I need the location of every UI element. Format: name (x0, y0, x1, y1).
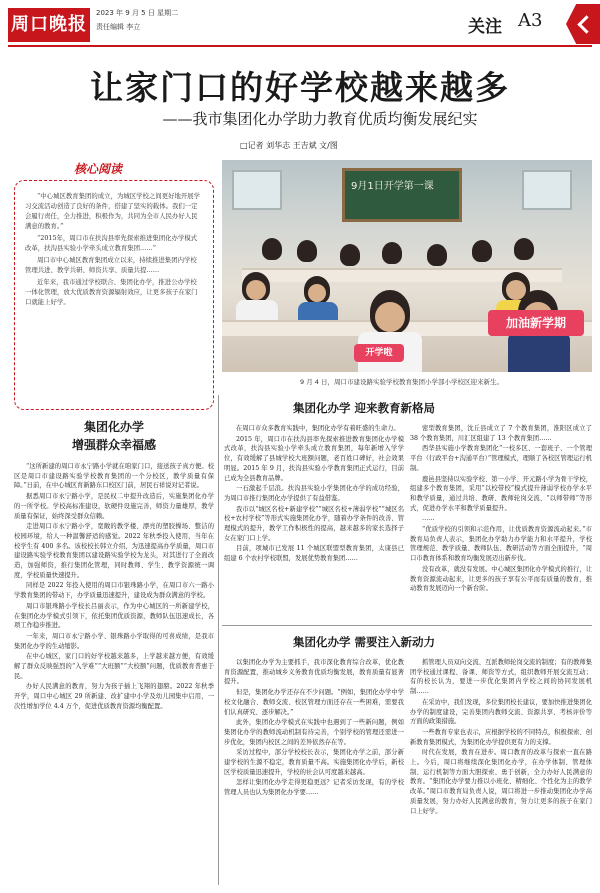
article-paragraph: 我市以“城区名校+新建学校”“城区名校+薄弱学校”“城区名校+农村学校”等形式实施集团化办学，随着办学条件的改善、管理模式的提升，教学工作积极性的提高，越来越多的家长选择子女在家门口上学。 (224, 505, 404, 542)
core-reading-title: 核心阅读 (74, 162, 123, 176)
article-paragraph: “优质学校的引领和示范作用，让优质教育资源流动起来。”市教育局负责人表示，集团化办学助力办学能力和水平提升，学校管理规范、教学质量、教师队伍、教研活动等方面全面提升，“周口市教育体系和教育均衡发展迈出新步伐。 (410, 526, 592, 563)
article-paragraph: 走进周口市永宁路小学，宽敞的教学楼、漂亮的塑胶操场、整洁的校园环境，给人一种温馨舒适的感觉。2022 年秋季投入使用，当年在校学生有 400 多名。该校校长韩立介绍，为迅速提高办学质量，周口市建设路实验学校教育集团以建设路实验学校为龙头，对其进行了全面改造，加强师资，推行集团化管理，同时教师、学生、教学资源统一调度，学校质量快速提升。 (14, 523, 214, 579)
window (522, 170, 572, 210)
section-divider (222, 625, 592, 626)
article-paragraph: “这所新建的周口市永宁路小学就在咱家门口，接送孩子真方便。校区是周口市建设路实验学校教育集团的一个分校区，教学质量有保障。”日前，在中心城区育新路东口校区门前，居民石祥说对记者说。 (14, 463, 214, 490)
article-paragraph: 在中心城区，家门口的好学校越来越多，上学越来越方便，有效缓解了群众反映强烈的“入学难”“大班额”“大校额”问题，优质教育普惠于民。 (14, 653, 214, 680)
student (472, 240, 492, 262)
left-article-column (14, 462, 214, 888)
article-paragraph: 怎样让集团化办学走得更稳更远？记者采访发现，有的学校管理人员也认为集团化办学要…… (224, 779, 404, 797)
chevron-left-icon (566, 4, 600, 44)
article-paragraph: 一些教育专家也表示，应根据学校的不同特点，积极探索、创新教育集团模式，为集团化办学提供更有力的支撑。 (410, 728, 592, 746)
dateline: 2023 年 9 月 5 日 星期二 (96, 9, 179, 17)
article-paragraph: 办好人民满意的教育，努力为孩子插上飞翔的翅膀。2022 年秋季开学，周口中心城区 29 所新建、改扩建中小学及幼儿园集中启用，一次性增加学位 4.4 万个，促进优质教育资源均衡配置。 (14, 683, 214, 710)
section2-column-b (410, 658, 592, 886)
article-paragraph: 采访过程中，部分学校校长表示，集团化办学之前，部分新建学校的生源不稳定，教育质量不高。实施集团化办学后，新校区学校质量迅速提升，学校的社会认可度越来越高。 (224, 749, 404, 776)
left-heading-line: 增强群众幸福感 (71, 438, 156, 452)
section-label: 关注 (468, 17, 502, 37)
blackboard-text: 9月1日开学第一课 (351, 181, 434, 192)
student (382, 242, 402, 264)
byline: □记者 刘华志 王吉斌 文/图 (240, 141, 338, 150)
article-paragraph: 一年来，周口市永宁路小学、银珠路小学取得的可喜成绩，是我市集团化办学的生动缩影。 (14, 632, 214, 650)
core-reading-paragraph: 近年来，我市通过学校联合、集团化办学，推进公办学校一体化管理，放大优质教育资源辐射效应，让更多孩子在家门口就能上好学。 (25, 278, 198, 306)
article-paragraph: 没有改革，就没有发展。中心城区集团化办学模式的推行，让教育资源流动起来，让更多的孩子享有公平而有质量的教育，推动教育发展迈向一个新台阶。 (410, 565, 592, 593)
article-paragraph: 但是，集团化办学还存在不少问题。“例如，集团化办学中学校文化融合、教师交流、校区管理方面还存在一些困难，需要我们认真研究、逐步解决。” (224, 689, 404, 716)
article-paragraph: 周口市银珠路小学校长吕丽表示，作为中心城区的一所新建学校，在集团化办学模式引领下，依托集团优质资源，教师队伍迅速成长，各项工作稳步推进。 (14, 602, 214, 630)
student-shirt (508, 332, 570, 372)
student (297, 240, 317, 262)
section2-column-a (224, 658, 404, 886)
headline: 让家门口的好学校越来越多 (90, 68, 510, 107)
masthead (0, 0, 600, 52)
article-paragraph: 2015 年，周口市在扶沟县率先探索推进教育集团化办学模式改革，扶沟县实验小学牵头成立教育集团，每年新增入学学位，有效缓解了县城学校大班额问题，老百姓口碑好，社会效果明显。2015 年 9 月，扶沟县实验小学教育集团正式运行，目前已成为全县教育品牌。 (224, 435, 404, 482)
article-paragraph: 西华县实施小学教育集团化“一校多区、一套班子、一个管理平台（行政平台+沟通平台）”管理模式，理顺了各校区管理运行机制。 (410, 445, 592, 472)
article-paragraph: 在采访中，我们发现，多位集团校长建议，要加快推进集团化办学的制度建设，完善集团内教师交流、资源共享、考核评价等方面的政策措施。 (410, 698, 592, 726)
student-face (375, 302, 405, 332)
article-paragraph: 以集团化办学为主要抓手，我市深化教育综合改革，优化教育资源配置，推动城乡义务教育优质均衡发展，教育质量有显著提升。 (224, 659, 404, 686)
left-section-heading (14, 418, 214, 454)
student (427, 244, 447, 266)
photo-caption: 9 月 4 日，周口市建设路实验学校教育集团小学部小学校区迎来新生。 (300, 378, 503, 386)
core-reading-box (14, 160, 214, 410)
section1-column-b (410, 424, 592, 618)
page-number: A3 (518, 10, 543, 31)
core-reading-paragraph: “中心城区教育集团的成立，为城区学校之间更好地开展学习交流活动创造了良好的条件，搭建了坚实的载体。我们一定会履行责任，全力推进，积极作为，共同为全市人民办好人民满意的教育。” (25, 192, 201, 230)
article-paragraph: 鹿邑县坚持以实验学校、第一小学、开元路小学为骨干学校，组建多个教育集团，采用“以校带校”模式提升薄弱学校办学水平和教学质量，通过共培、教研、教师轮岗交流、“以师带师”等形式，促进办学水平和教学质量提升。 (410, 475, 592, 512)
article-paragraph: 密型教育集团，沈丘县成立了 7 个教育集团，淮阳区成立了 38 个教育集团，川汇区组建了 13 个教育集团…… (410, 425, 592, 442)
editor-line: 责任编辑 李立 (96, 23, 141, 31)
article-paragraph: 据悉周口市永宁路小学，是民权二中提升改造后，实施集团化办学的一所学校。学校高标准建设，软硬件设施完善，师资力量雄厚，教学质量有保证，始终深受群众信赖。 (14, 493, 214, 520)
section-heading-new-momentum: 集团化办学 需要注入新动力 (293, 635, 436, 649)
article-paragraph: 时代在发展，教育在进步。周口教育的改革与探索一直在路上。今后，周口将继续深化集团化办学，在办学体制、管理体制、运行机制等方面大胆探索、勇于创新，全力办好人民满意的教育。“集团化办学要力推以小班化、精细化、个性化为主的教学改革。”周口市教育局负责人说，周口将进一步推动集团化办学高质量发展，努力办好人民满意的教育，努力让更多的孩子在家门口上好学。 (410, 749, 592, 815)
classroom-photo (222, 160, 592, 372)
article-paragraph: 在周口市众多教育实践中，集团化办学有着旺盛的生命力。 (236, 425, 400, 432)
article-paragraph: 一石激起千层浪。扶沟县实验小学集团化办学的成功经验，为周口市推行集团化办学提供了有益借鉴。 (224, 485, 404, 502)
student (262, 238, 282, 260)
student (340, 244, 360, 266)
student (514, 238, 534, 260)
encouragement-sign: 加油新学期 (488, 310, 584, 336)
core-reading-paragraph: 周口市中心城区教育集团成立以来，持续推进集团内学校管理共进、教学共研、师资共享、质量共提…… (25, 256, 197, 274)
subheadline: ——我市集团化办学助力教育优质均衡发展纪实 (162, 110, 478, 128)
article-paragraph: 同样是 2022 年投入使用的周口市银珠路小学，在周口市六一路小学教育集团的带动下，办学质量迅速提升，建设成为群众满意的学校。 (14, 582, 214, 600)
window (232, 170, 282, 210)
section-heading-new-pattern: 集团化办学 迎来教育新格局 (293, 401, 436, 415)
student-face (308, 284, 326, 302)
core-reading-frame (14, 180, 214, 410)
welcome-sign: 开学啦 (354, 344, 404, 362)
core-reading-paragraph: “2015年，周口市在扶沟县率先探索推进集团化办学模式改革，扶沟县实验小学牵头成立教育集团……” (25, 234, 198, 252)
left-heading-line: 集团化办学 (83, 420, 144, 434)
column-divider (218, 395, 219, 885)
newspaper-logo: 周口晚报 (8, 8, 90, 42)
article-paragraph: …… (422, 515, 435, 523)
masthead-rule (8, 45, 592, 47)
section1-column-a (224, 424, 404, 618)
article-paragraph: 此外，集团化办学模式在实践中也遇到了一些新问题，例如集团化办学的教师流动机制有待完善，个别学校的管理还需进一步优化，集团内校区之间的差异依然存在等。 (224, 719, 404, 746)
blackboard (342, 168, 462, 222)
article-paragraph: 抓管理人员双向交流、互派教师轮岗交流的制度；有的教师集团学校通过课程、备课、师资等方式，组织教师开展交流互动；有的校长认为，要进一步优化集团内学校之间的协同发展机制…… (410, 659, 592, 696)
article-paragraph: 目前，项城市已发展 11 个城区联盟型教育集团，太康县已组建 6 个农村学校联盟，发展优势教育集团…… (224, 545, 404, 563)
student-face (246, 280, 266, 300)
